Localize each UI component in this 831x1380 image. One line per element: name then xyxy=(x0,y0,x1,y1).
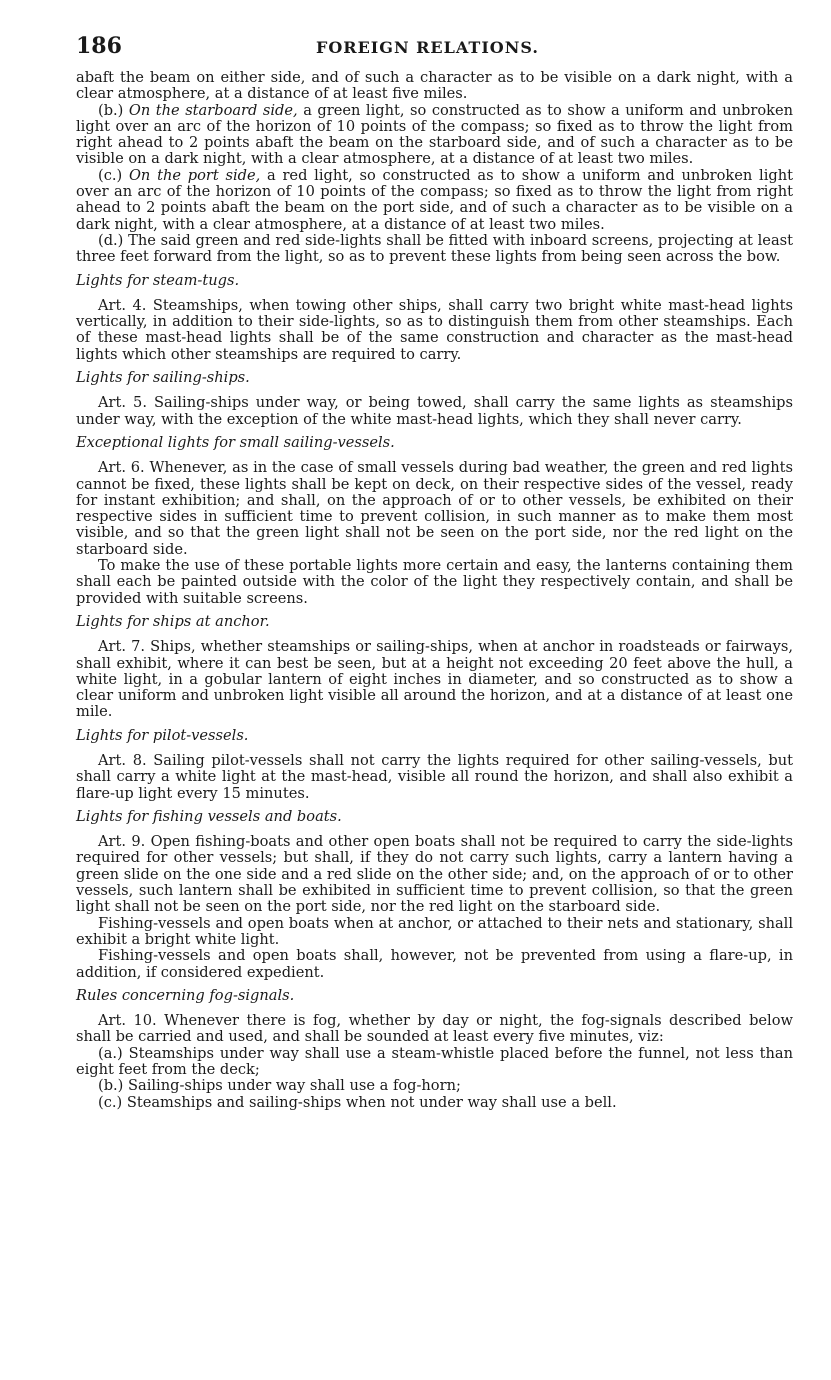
clause-marker: (b.) xyxy=(98,1077,129,1095)
paragraph xyxy=(76,103,793,168)
paragraph xyxy=(76,1095,793,1111)
clause-marker: (c.) xyxy=(98,1093,127,1111)
paragraph-text: The said green and red side-lights shall be fitted with inboard screens, projecting at least three feet forward from the light, so as to prevent these lights from being seen across the bow. xyxy=(76,231,793,266)
paragraph-text: Art. 6. Whenever, as in the case of small vessels during bad weather, the green and red lights cannot be fixed, these lights shall be kept on deck, on their respective sides of the vessel, ready for instant exhibition; and shall, on the approach of or to other vessels, be exhibited on their respective sides in sufficient time to prevent collision, in such manner as to make them most visible, and so that the green light shall not be seen on the port side, nor the red light on the starboard side. xyxy=(76,459,793,558)
section-heading: Exceptional lights for small sailing-vessels. xyxy=(76,433,395,451)
paragraph-text: To make the use of these portable lights more certain and easy, the lanterns containing them shall each be painted outside with the color of the light they respectively contain, and shall be provided with suitable screens. xyxy=(76,557,793,607)
paragraph-text: Fishing-vessels and open boats when at anchor, or attached to their nets and stationary, shall exhibit a bright white light. xyxy=(76,914,793,948)
paragraph-text: abaft the beam on either side, and of such a character as to be visible on a dark night, with a clear atmosphere, at a distance of at least five miles. xyxy=(76,69,793,103)
paragraph xyxy=(76,1078,793,1094)
section-heading: Lights for steam-tugs. xyxy=(76,271,240,289)
clause-marker: (b.) xyxy=(98,101,129,119)
page-header xyxy=(76,33,793,66)
paragraph xyxy=(76,558,793,607)
section-heading: Lights for pilot-vessels. xyxy=(76,726,249,744)
paragraph-text: Art. 7. Ships, whether steamships or sailing-ships, when at anchor in roadsteads or fairways, shall exhibit, where it can best be seen, but at a height not exceeding 20 feet above the hull, a white light, in a gobular lantern of eight inches in diameter, and so constructed as to show a clear uniform and unbroken light visible all around the horizon, and at a distance of at least one mile. xyxy=(76,638,793,721)
page-number: 186 xyxy=(76,33,122,59)
paragraph xyxy=(76,168,793,233)
paragraph xyxy=(76,948,793,981)
paragraph-text: a green light, so constructed as to show a uniform and unbroken light over an arc of the horizon of 10 points of the compass; so fixed as to throw the light from right ahead to 2 points abaft the beam on the starboard side, and of such a character as to be visible on a dark night, with a clear atmosphere, at a distance of at least two miles. xyxy=(76,101,793,168)
paragraph-text: Art. 9. Open fishing-boats and other open boats shall not be required to carry the side-lights required for other vessels; but shall, if they do not carry such lights, carry a lantern having a green slide on the one side and a red slide on the other side; and, on the approach of or to other vessels, such lantern shall be exhibited in sufficient time to prevent collision, so that the green light shall not be seen on the port side, nor the red light on the starboard side. xyxy=(76,833,793,916)
paragraph xyxy=(76,639,793,720)
section-heading: Rules concerning fog-signals. xyxy=(76,986,295,1004)
paragraph xyxy=(76,460,793,558)
paragraph-text: Art. 10. Whenever there is fog, whether by day or night, the fog-signals described below shall be carried and used, and shall be sounded at least every five minutes, viz: xyxy=(76,1012,793,1046)
clause-marker: (c.) xyxy=(98,166,129,184)
paragraph xyxy=(76,753,793,802)
paragraph-text: Sailing-ships under way shall use a fog-horn; xyxy=(128,1077,461,1095)
paragraph-text: Art. 5. Sailing-ships under way, or being towed, shall carry the same lights as steamships under way, with the exception of the white mast-head lights, which they shall never carry. xyxy=(76,394,793,428)
paragraph-text: Art. 4. Steamships, when towing other ships, shall carry two bright white mast-head lights vertically, in addition to their side-lights, so as to distinguish them from other steamships. Each of these mast-head lights shall be of the same construction and character as the mast-head lights which other steamships are required to carry. xyxy=(76,296,793,363)
paragraph xyxy=(76,395,793,428)
paragraph-text: Art. 8. Sailing pilot-vessels shall not carry the lights required for other sailing-vessels, but shall carry a white light at the mast-head, visible all round the horizon, and shall also exhibit a flare-up light every 15 minutes. xyxy=(76,751,793,802)
italic-label: On the port side, xyxy=(128,166,261,184)
paragraph-text: a red light, so constructed as to show a uniform and unbroken light over an arc of the horizon of 10 points of the compass; so fixed as to throw the light from right ahead to 2 points abaft the beam on the port side, and of such a character as to be visible on a dark night, with a clear atmosphere, at a distance of at least two miles. xyxy=(76,166,794,233)
paragraph-text: Steamships under way shall use a steam-whistle placed before the funnel, not less than eight feet from the deck; xyxy=(76,1044,793,1079)
running-head: FOREIGN RELATIONS. xyxy=(316,38,539,57)
paragraph-text: Fishing-vessels and open boats shall, however, not be prevented from using a flare-up, in addition, if considered expedient. xyxy=(76,947,793,981)
paragraph xyxy=(76,298,793,363)
section-heading: Lights for sailing-ships. xyxy=(76,369,250,387)
paragraph xyxy=(76,916,793,949)
italic-label: On the starboard side, xyxy=(128,101,298,119)
paragraph xyxy=(76,70,793,103)
paragraph-text: Steamships and sailing-ships when not under way shall use a bell. xyxy=(126,1093,617,1111)
paragraph xyxy=(76,1046,793,1079)
document-body xyxy=(76,70,793,1111)
section-heading: Lights for fishing vessels and boats. xyxy=(76,807,342,825)
paragraph xyxy=(76,233,793,266)
clause-marker: (a.) xyxy=(98,1044,129,1062)
clause-marker: (d.) xyxy=(98,231,129,249)
paragraph xyxy=(76,834,793,915)
section-heading: Lights for ships at anchor. xyxy=(76,612,270,630)
paragraph xyxy=(76,1013,793,1046)
